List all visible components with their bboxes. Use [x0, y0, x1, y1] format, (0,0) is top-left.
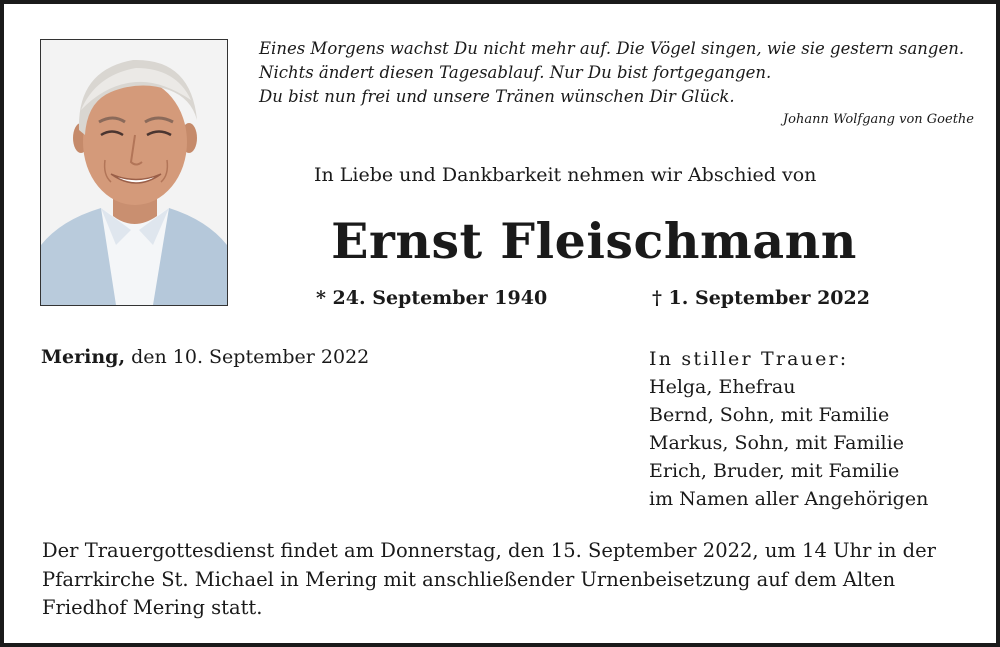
birth-date: * 24. September 1940 [316, 287, 548, 309]
place: Mering, [41, 346, 126, 368]
mourner-entry: Helga, Ehefrau [649, 376, 796, 398]
poem-line: Eines Morgens wachst Du nicht mehr auf. Die Vögel singen, wie sie gestern sangen. [259, 39, 965, 58]
place-and-date [41, 346, 369, 368]
poem [259, 37, 974, 130]
poem-line: Nichts ändert diesen Tagesablauf. Nur Du bist fortgegangen. [259, 63, 772, 82]
poem-line: Du bist nun frei und unsere Tränen wünschen Dir Glück. [259, 87, 735, 106]
mourner-entry: Markus, Sohn, mit Familie [649, 432, 904, 454]
poem-author: Johann Wolfgang von Goethe [782, 112, 974, 127]
farewell-intro: In Liebe und Dankbarkeit nehmen wir Abschied von [314, 164, 817, 186]
date: den 10. September 2022 [125, 346, 370, 368]
mourner-entry: Erich, Bruder, mit Familie [649, 460, 900, 482]
mourner-entry: im Namen aller Angehörigen [649, 488, 929, 510]
mourners-block [649, 345, 928, 513]
deceased-name: Ernst Fleischmann [331, 212, 857, 270]
mourners-heading: In stiller Trauer: [649, 348, 849, 370]
mourner-entry: Bernd, Sohn, mit Familie [649, 404, 890, 426]
death-date: † 1. September 2022 [652, 287, 870, 309]
funeral-service-text: Der Trauergottesdienst findet am Donnerstag, den 15. September 2022, um 14 Uhr in der Pfarrkirche St. Michael in Mering mit anschließender Urnenbeisetzung auf dem Alten Friedhof Mering statt. [42, 539, 936, 619]
